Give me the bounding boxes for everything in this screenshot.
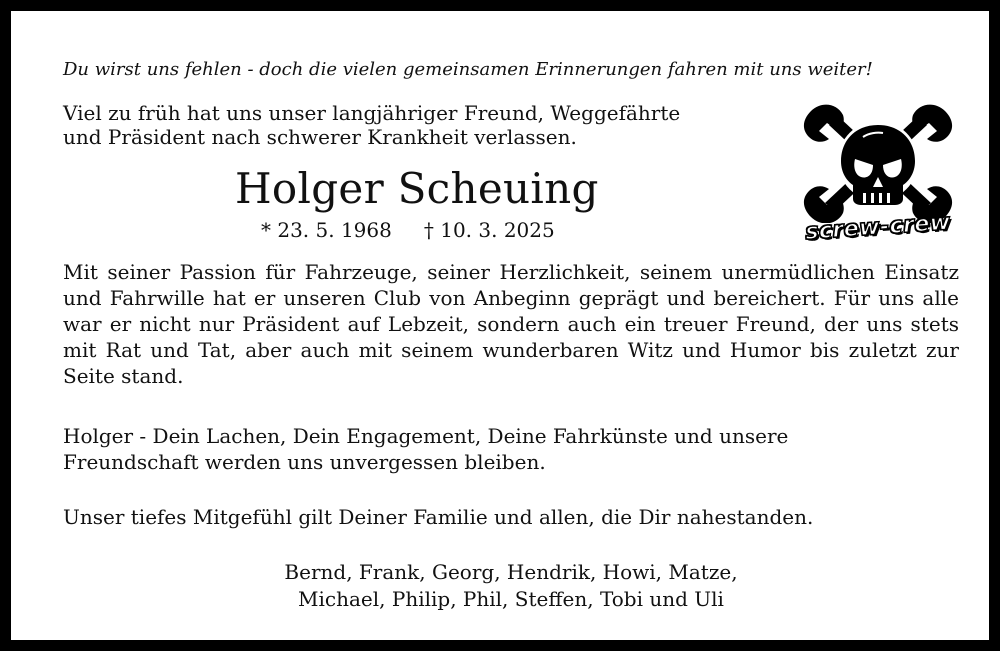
signers-line-1: Bernd, Frank, Georg, Hendrik, Howi, Matze, [284,560,738,584]
second-paragraph-line-2: Freundschaft werden uns unvergessen bleiben. [63,450,546,474]
death-date: † 10. 3. 2025 [423,218,555,242]
signers [11,559,1000,613]
skull-crossed-wrenches-icon [793,103,963,223]
deceased-name: Holger Scheuing [235,164,599,213]
screw-crew-logo [793,103,963,251]
third-paragraph: Unser tiefes Mitgefühl gilt Deiner Familie und allen, die Dir nahestanden. [63,505,814,529]
intro-line-1: Viel zu früh hat uns unser langjähriger Freund, Weggefährte [63,101,681,125]
signers-line-2: Michael, Philip, Phil, Steffen, Tobi und Uli [298,587,724,611]
second-paragraph [63,423,959,475]
birth-date: * 23. 5. 1968 [261,218,392,242]
motto: Du wirst uns fehlen - doch die vielen gemeinsamen Erinnerungen fahren mit uns weiter! [63,59,873,80]
life-dates [261,217,555,243]
second-paragraph-line-1: Holger - Dein Lachen, Dein Engagement, Deine Fahrkünste und unsere [63,424,789,448]
intro-text [63,101,763,149]
logo-text: screw-crew [804,209,952,246]
main-paragraph: Mit seiner Passion für Fahrzeuge, seiner Herzlichkeit, seinem unermüdlichen Einsatz und Fahrwille hat er unseren Club von Anbeginn geprägt und bereichert. Für uns alle war er nicht nur Präsident auf Lebzeit, sondern auch ein treuer Freund, der uns stets mit Rat und Tat, aber auch mit seinem wunderbaren Witz und Humor bis zuletzt zur Seite stand. [63,260,959,388]
intro-line-2: und Präsident nach schwerer Krankheit verlassen. [63,125,577,149]
